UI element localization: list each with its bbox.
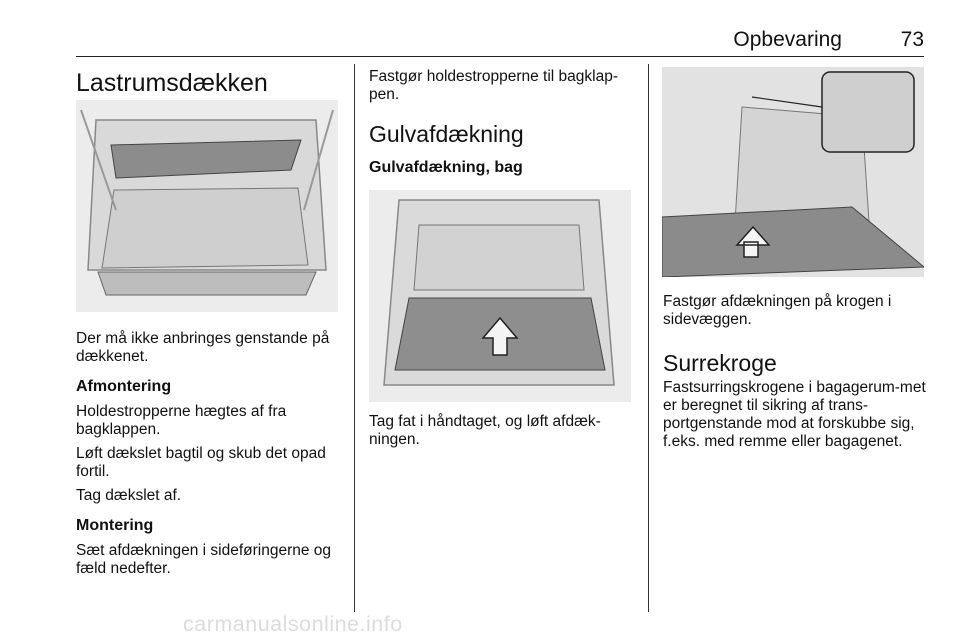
header-rule <box>76 56 924 57</box>
strap-text: Fastgør holdestropperne til bagklap-pen. <box>369 68 618 103</box>
section-title: Opbevaring <box>733 28 842 51</box>
removal-step-2: Løft dækslet bagtil og skub det opad fortil. <box>76 445 326 480</box>
hook-illustration <box>662 67 924 277</box>
removal-step-1: Holdestropperne hægtes af fra bagklappen. <box>76 403 287 438</box>
heading-montering: Montering <box>76 517 154 534</box>
mount-step-1: Sæt afdækningen i sideføringerne og fæld nedefter. <box>76 542 332 577</box>
heading-lastrumsdaekken: Lastrumsdækken <box>76 69 268 97</box>
heading-gulvafdaekning: Gulvafdækning <box>369 121 524 147</box>
subheading-gulvafdaekning-bag: Gulvafdækning, bag <box>369 159 523 177</box>
column-3 <box>663 293 928 451</box>
heading-afmontering: Afmontering <box>76 378 172 395</box>
hook-text: Fastgør afdækningen på krogen i sidevæggen. <box>663 293 892 328</box>
cargo-cover-illustration <box>76 100 338 312</box>
watermark: carmanualsonline.info <box>183 612 403 636</box>
column-2-text <box>369 413 634 449</box>
removal-step-3: Tag dækslet af. <box>76 487 182 504</box>
page-number: 73 <box>900 28 924 51</box>
column-2 <box>369 68 634 177</box>
column-1-text <box>76 330 341 578</box>
lashing-text: Fastsurringskrogene i bagagerum-met er beregnet til sikring af trans-portgenstande mod at forskubbe sig, f.eks. med remme eller bagagenet. <box>663 379 926 451</box>
lift-text: Tag fat i håndtaget, og løft afdæk-ningen. <box>369 413 601 448</box>
floor-cover-illustration <box>369 190 631 402</box>
heading-surrekroge: Surrekroge <box>663 350 777 376</box>
column-1 <box>76 64 341 98</box>
column-divider <box>648 64 649 612</box>
column-divider <box>354 64 355 612</box>
intro-text: Der må ikke anbringes genstande på dækkenet. <box>76 330 330 365</box>
